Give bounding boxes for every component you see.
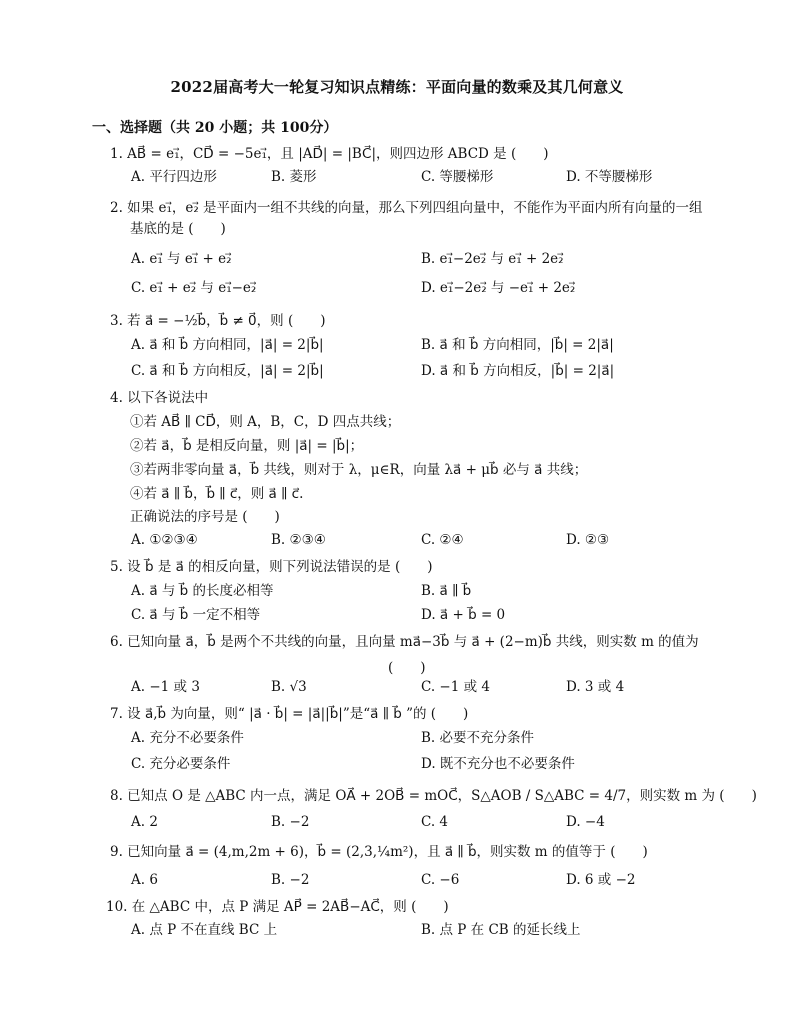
q7-option-a[interactable]: A. 充分不必要条件 [131, 730, 244, 746]
q8-option-a[interactable]: A. 2 [131, 814, 158, 830]
q1-option-a[interactable]: A. 平行四边形 [131, 169, 217, 185]
q6-option-d[interactable]: D. 3 或 4 [566, 679, 625, 695]
q9-option-b[interactable]: B. −2 [271, 872, 310, 888]
q7-option-b[interactable]: B. 必要不充分条件 [421, 730, 535, 746]
q10-option-b[interactable]: B. 点 P 在 CB 的延长线上 [421, 922, 581, 938]
question-5-stem: 5. 设 b⃗ 是 a⃗ 的相反向量，则下列说法错误的是 ( ) [110, 559, 433, 575]
q4-option-b[interactable]: B. ②③④ [271, 532, 326, 548]
question-2-stem-cont: 基底的是 ( ) [130, 221, 226, 237]
q5-option-a[interactable]: A. a⃗ 与 b⃗ 的长度必相等 [131, 583, 274, 599]
q3-option-c[interactable]: C. a⃗ 和 b⃗ 方向相反，|a⃗| = 2|b⃗| [131, 363, 324, 379]
q8-option-d[interactable]: D. −4 [566, 814, 605, 830]
q7-option-c[interactable]: C. 充分必要条件 [131, 756, 231, 772]
q8-option-c[interactable]: C. 4 [421, 814, 449, 830]
q9-option-d[interactable]: D. 6 或 −2 [566, 872, 636, 888]
q2-option-d[interactable]: D. e₁⃗−2e₂⃗ 与 −e₁⃗ + 2e₂⃗ [421, 280, 576, 296]
q2-option-c[interactable]: C. e₁⃗ + e₂⃗ 与 e₁⃗−e₂⃗ [131, 280, 257, 296]
q6-option-b[interactable]: B. √3 [271, 679, 307, 695]
page-title: 2022届高考大一轮复习知识点精练：平面向量的数乘及其几何意义 [170, 78, 624, 96]
q4-statement-2: ②若 a⃗，b⃗ 是相反向量，则 |a⃗| = |b⃗|； [130, 438, 364, 454]
q5-option-c[interactable]: C. a⃗ 与 b⃗ 一定不相等 [131, 607, 261, 623]
question-1-stem: 1. AB⃗ = e₁⃗，CD⃗ = −5e₁⃗，且 |AD⃗| = |BC⃗|，则四边形 ABCD 是 ( ) [110, 146, 549, 162]
q6-option-a[interactable]: A. −1 或 3 [131, 679, 200, 695]
q7-option-d[interactable]: D. 既不充分也不必要条件 [421, 756, 575, 772]
question-8-stem: 8. 已知点 O 是 △ABC 内一点，满足 OA⃗ + 2OB⃗ = mOC⃗，S△AOB / S△ABC = 4/7，则实数 m 为 ( ) [110, 788, 757, 804]
q4-statement-1: ①若 AB⃗ ∥ CD⃗，则 A，B，C，D 四点共线； [130, 414, 401, 430]
q3-option-b[interactable]: B. a⃗ 和 b⃗ 方向相同，|b⃗| = 2|a⃗| [421, 337, 614, 353]
q5-option-d[interactable]: D. a⃗ + b⃗ = 0 [421, 607, 506, 623]
q4-statement-4: ④若 a⃗ ∥ b⃗，b⃗ ∥ c⃗，则 a⃗ ∥ c⃗. [130, 486, 304, 502]
q6-answer-blank: ( ) [388, 660, 426, 676]
question-3-stem: 3. 若 a⃗ = −½b⃗，b⃗ ≠ 0⃗，则 ( ) [110, 313, 326, 329]
question-4-stem: 4. 以下各说法中 [110, 390, 209, 406]
q6-option-c[interactable]: C. −1 或 4 [421, 679, 491, 695]
q4-prompt: 正确说法的序号是 ( ) [130, 509, 280, 525]
q1-option-d[interactable]: D. 不等腰梯形 [566, 169, 653, 185]
q1-option-c[interactable]: C. 等腰梯形 [421, 169, 494, 185]
q9-option-a[interactable]: A. 6 [131, 872, 158, 888]
question-7-stem: 7. 设 a⃗,b⃗ 为向量，则“ |a⃗ · b⃗| = |a⃗||b⃗|”是“a⃗ ∥ b⃗ ”的 ( ) [110, 706, 469, 722]
q4-option-a[interactable]: A. ①②③④ [131, 532, 198, 548]
question-9-stem: 9. 已知向量 a⃗ = (4,m,2m + 6)，b⃗ = (2,3,¼m²)，且 a⃗ ∥ b⃗，则实数 m 的值等于 ( ) [110, 844, 648, 860]
question-10-stem: 10. 在 △ABC 中，点 P 满足 AP⃗ = 2AB⃗−AC⃗，则 ( ) [106, 899, 449, 915]
q1-option-b[interactable]: B. 菱形 [271, 169, 317, 185]
q9-option-c[interactable]: C. −6 [421, 872, 460, 888]
q2-option-a[interactable]: A. e₁⃗ 与 e₁⃗ + e₂⃗ [131, 251, 232, 267]
q3-option-d[interactable]: D. a⃗ 和 b⃗ 方向相反，|b⃗| = 2|a⃗| [421, 363, 615, 379]
question-6-stem: 6. 已知向量 a⃗，b⃗ 是两个不共线的向量，且向量 ma⃗−3b⃗ 与 a⃗ + (2−m)b⃗ 共线，则实数 m 的值为 [110, 634, 699, 650]
q4-option-c[interactable]: C. ②④ [421, 532, 464, 548]
q4-option-d[interactable]: D. ②③ [566, 532, 610, 548]
q4-statement-3: ③若两非零向量 a⃗，b⃗ 共线，则对于 λ，μ∈R，向量 λa⃗ + μb⃗ 必与 a⃗ 共线； [130, 462, 588, 478]
q8-option-b[interactable]: B. −2 [271, 814, 310, 830]
question-2-stem: 2. 如果 e₁⃗，e₂⃗ 是平面内一组不共线的向量，那么下列四组向量中，不能作为平面内所有向量的一组 [110, 200, 703, 216]
section-heading: 一、选择题（共 20 小题；共 100分） [92, 120, 338, 136]
q3-option-a[interactable]: A. a⃗ 和 b⃗ 方向相同，|a⃗| = 2|b⃗| [131, 337, 324, 353]
q10-option-a[interactable]: A. 点 P 不在直线 BC 上 [131, 922, 278, 938]
q2-option-b[interactable]: B. e₁⃗−2e₂⃗ 与 e₁⃗ + 2e₂⃗ [421, 251, 564, 267]
q5-option-b[interactable]: B. a⃗ ∥ b⃗ [421, 583, 472, 599]
